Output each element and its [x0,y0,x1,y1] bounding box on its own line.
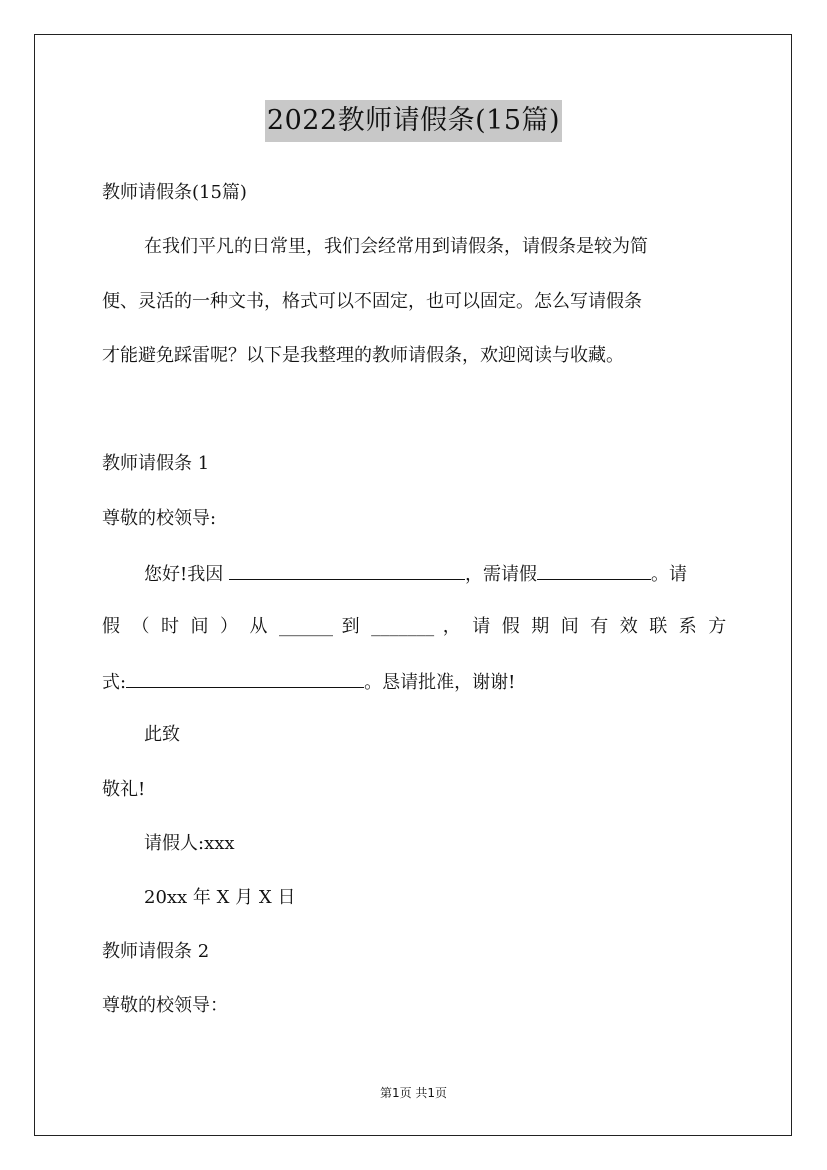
body-line1-suffix: 。请 [650,564,687,585]
char: 期 [531,616,553,637]
char: 效 [619,616,641,637]
intro-line-2: 便、灵活的一种文书，格式可以不固定，也可以固定。怎么写请假条 [102,291,642,312]
start-date-blank: ______ [279,616,333,637]
section1-body-line-2 [102,615,726,639]
section2-salutation: 尊敬的校领导： [102,995,228,1016]
char: 间 [560,616,582,637]
section1-salutation: 尊敬的校领导: [102,508,217,529]
contact-blank [126,669,364,688]
char: 假 [102,616,123,637]
char: 间 [190,616,212,637]
document-title: 2022教师请假条(15篇) [265,100,562,142]
reason-blank [229,561,465,580]
char: 联 [649,616,671,637]
body-line1-prefix: 您好!我因 [144,564,229,585]
closing-line-2: 敬礼! [102,779,146,800]
section1-body-line-3 [102,669,515,695]
closing-line-1: 此致 [144,724,180,745]
char: 方 [708,616,727,637]
title-container [0,100,827,142]
page-footer: 第1页 共1页 [379,1086,448,1100]
leave-type-blank [537,561,651,580]
char: ） [220,616,241,637]
section1-body-line-1 [144,561,687,587]
body-line3-suffix: 。恳请批准，谢谢! [364,672,516,693]
section2-heading: 教师请假条 2 [102,941,210,962]
char: 请 [472,616,494,637]
body-line1-middle: ，需请假 [464,564,537,585]
signature-line: 请假人:xxx [144,833,235,854]
intro-line-3: 才能避免踩雷呢？以下是我整理的教师请假条，欢迎阅读与收藏。 [102,345,624,366]
char: 系 [678,616,700,637]
end-date-blank: _______ [371,616,435,637]
char: 假 [501,616,523,637]
document-subtitle: 教师请假条(15篇) [102,182,247,203]
char: 有 [590,616,612,637]
char: ， [442,616,464,637]
body-line3-prefix: 式: [102,672,127,693]
char: （ [131,616,153,637]
section1-heading: 教师请假条 1 [102,453,210,474]
intro-line-1: 在我们平凡的日常里，我们会经常用到请假条，请假条是较为简 [144,236,648,257]
char: 到 [341,616,363,637]
date-line: 20xx 年 X 月 X 日 [144,887,296,908]
char: 从 [249,616,271,637]
char: 时 [161,616,182,637]
